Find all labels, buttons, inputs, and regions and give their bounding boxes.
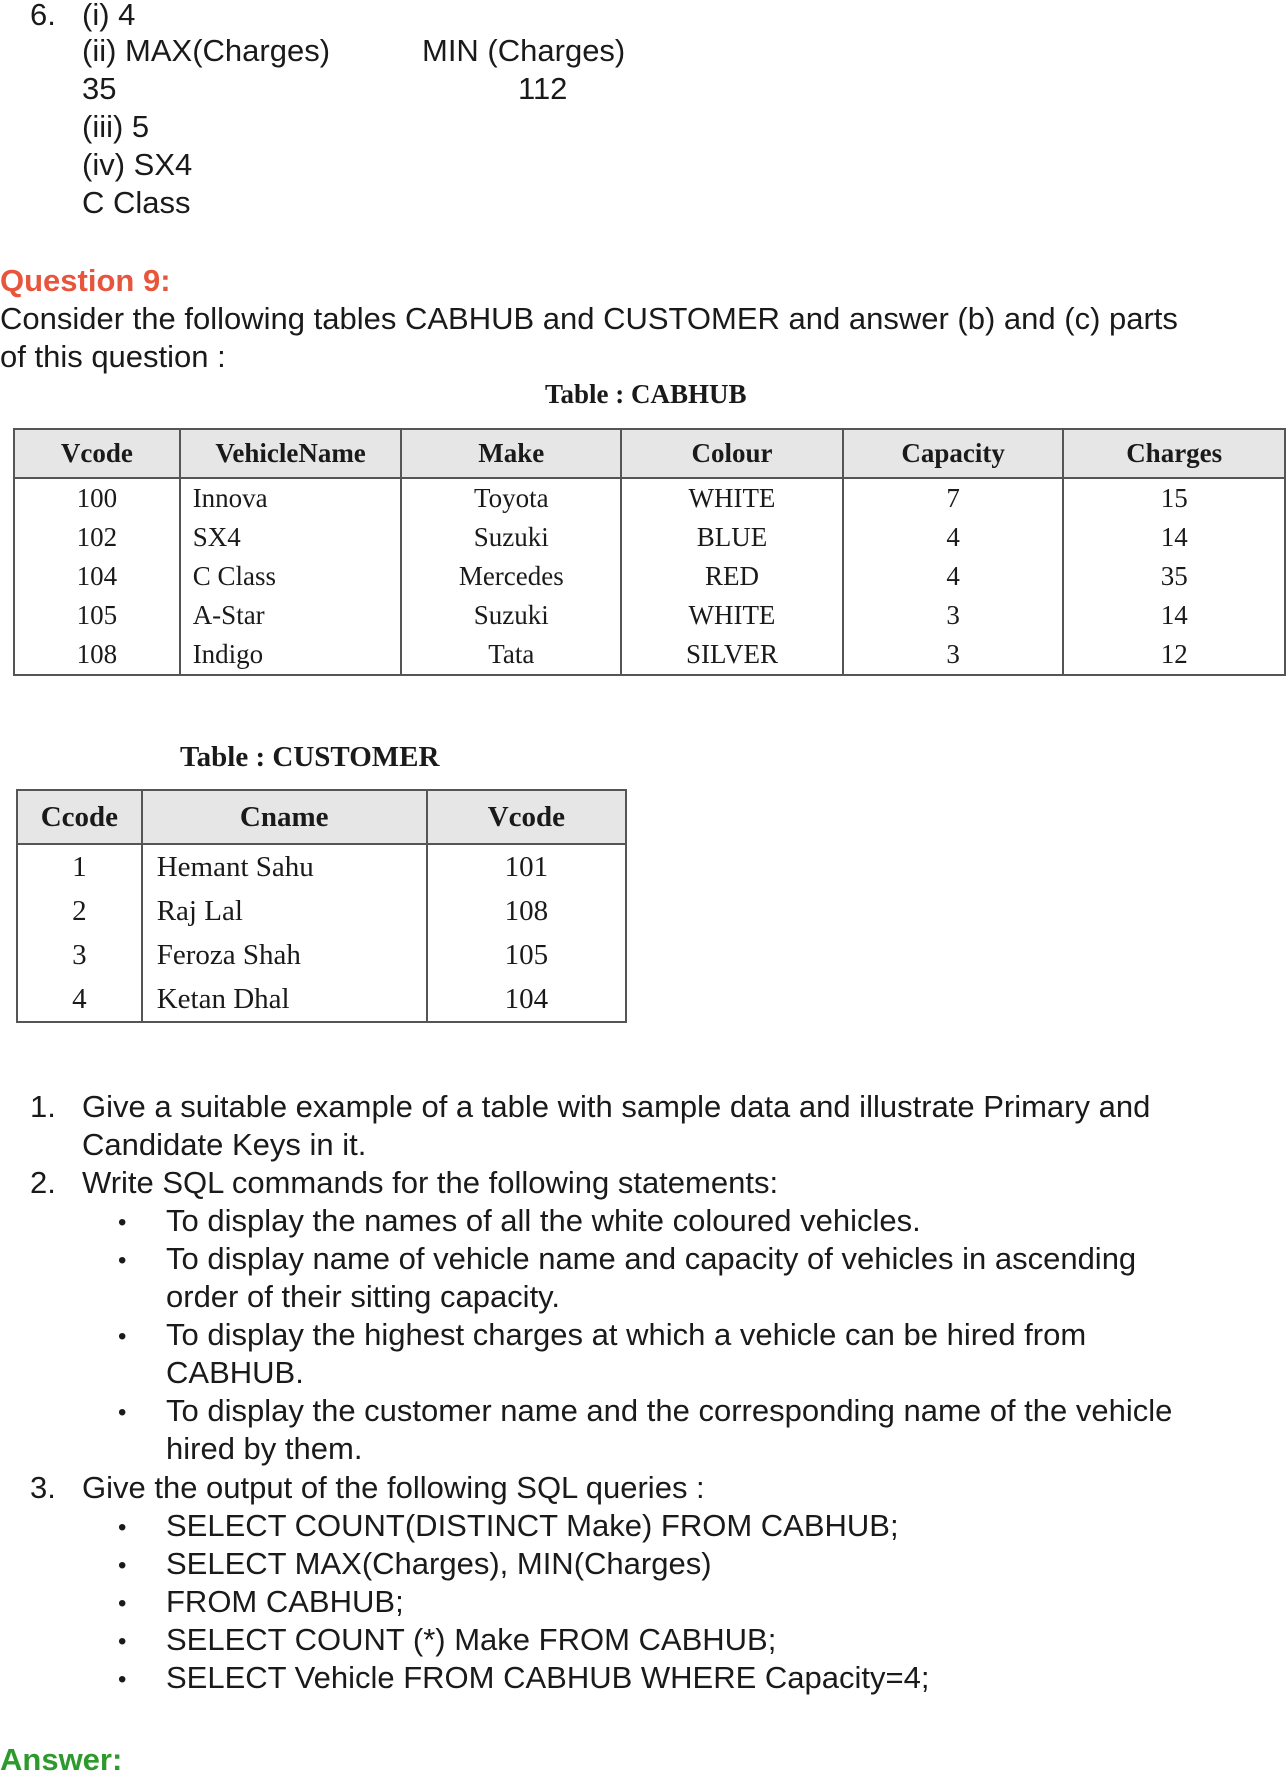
column-header: Vcode [14,429,180,478]
question-intro-cont: of this question : [0,339,226,374]
column-header: VehicleName [180,429,402,478]
table-cell: 100 [14,478,180,518]
list-item: SELECT MAX(Charges), MIN(Charges) [166,1546,712,1581]
customer-table [16,789,627,1023]
column-header: Make [401,429,621,478]
table-cell: 105 [14,596,180,635]
table-cell: 101 [427,844,626,889]
table-row [14,635,1285,675]
column-header: Ccode [17,790,142,844]
column-header: Vcode [427,790,626,844]
list-item: Give the output of the following SQL queries : [82,1470,705,1505]
table-cell: BLUE [621,518,843,557]
table-cell: Raj Lal [142,889,427,933]
item-number: 6. [30,0,56,32]
bullet-icon: • [118,1628,127,1655]
table-cell: Tata [401,635,621,675]
table-cell: 3 [17,933,142,977]
list-item: SELECT COUNT (*) Make FROM CABHUB; [166,1622,777,1657]
bullet-icon: • [118,1590,127,1617]
list-item: To display name of vehicle name and capacity of vehicles in ascending [166,1241,1137,1276]
table-row [17,889,626,933]
table-cell: 15 [1063,478,1285,518]
column-header: Colour [621,429,843,478]
list-item: To display the customer name and the corresponding name of the vehicle [166,1393,1173,1428]
list-item: order of their sitting capacity. [166,1279,560,1314]
table-cell: C Class [180,557,402,596]
table-cell: A-Star [180,596,402,635]
column-header: Cname [142,790,427,844]
item-number: 2. [30,1165,56,1200]
table-cell: 108 [14,635,180,675]
table-cell: Feroza Shah [142,933,427,977]
answer-line: (ii) MAX(Charges) [82,33,331,68]
table-cell: Suzuki [401,596,621,635]
answer-line: (iii) 5 [82,109,150,144]
table-row [14,557,1285,596]
table-cell: 102 [14,518,180,557]
table-cell: Hemant Sahu [142,844,427,889]
table-cell: 35 [1063,557,1285,596]
column-header: Capacity [843,429,1064,478]
cabhub-table [13,428,1286,676]
list-item: SELECT COUNT(DISTINCT Make) FROM CABHUB; [166,1508,899,1543]
item-number: 1. [30,1089,56,1124]
bullet-icon: • [118,1247,127,1274]
list-item: To display the highest charges at which a vehicle can be hired from [166,1317,1087,1352]
table-row [14,596,1285,635]
table-cell: 4 [17,977,142,1022]
list-item: To display the names of all the white coloured vehicles. [166,1203,921,1238]
bullet-icon: • [118,1323,127,1350]
answer-line: 35 [82,71,117,106]
bullet-icon: • [118,1666,127,1693]
table-cell: 4 [843,557,1064,596]
table-cell: RED [621,557,843,596]
answer-line: (iv) SX4 [82,147,193,182]
table-cell: WHITE [621,596,843,635]
table-row [17,977,626,1022]
list-item: CABHUB. [166,1355,304,1390]
table-row [14,518,1285,557]
table-cell: 4 [843,518,1064,557]
list-item: hired by them. [166,1431,363,1466]
list-item: Give a suitable example of a table with sample data and illustrate Primary and [82,1089,1151,1124]
answer-line: MIN (Charges) [422,33,626,68]
table-cell: 104 [14,557,180,596]
question-title: Question 9: [0,263,171,298]
table-cell: Toyota [401,478,621,518]
bullet-icon: • [118,1552,127,1579]
table-cell: 105 [427,933,626,977]
item-number: 3. [30,1470,56,1505]
table-cell: Mercedes [401,557,621,596]
answer-title: Answer: [0,1742,123,1777]
table-cell: 14 [1063,596,1285,635]
table-cell: WHITE [621,478,843,518]
table-header-row [14,429,1285,478]
bullet-icon: • [118,1514,127,1541]
cabhub-caption: Table : CABHUB [545,379,747,409]
table-cell: 104 [427,977,626,1022]
bullet-icon: • [118,1399,127,1426]
table-cell: 14 [1063,518,1285,557]
bullet-icon: • [118,1209,127,1236]
table-cell: Ketan Dhal [142,977,427,1022]
list-item: Write SQL commands for the following statements: [82,1165,779,1200]
table-header-row [17,790,626,844]
table-cell: 3 [843,635,1064,675]
table-cell: 108 [427,889,626,933]
table-cell: 3 [843,596,1064,635]
table-cell: 7 [843,478,1064,518]
table-cell: SILVER [621,635,843,675]
answer-line: 112 [518,71,568,106]
customer-caption: Table : CUSTOMER [180,741,440,773]
table-cell: SX4 [180,518,402,557]
answer-line: (i) 4 [82,0,136,32]
question-intro: Consider the following tables CABHUB and CUSTOMER and answer (b) and (c) parts [0,301,1178,336]
table-row [17,844,626,889]
table-cell: 2 [17,889,142,933]
list-item: SELECT Vehicle FROM CABHUB WHERE Capacity=4; [166,1660,930,1695]
table-cell: 12 [1063,635,1285,675]
column-header: Charges [1063,429,1285,478]
table-cell: Innova [180,478,402,518]
table-cell: 1 [17,844,142,889]
list-item: FROM CABHUB; [166,1584,404,1619]
table-row [17,933,626,977]
answer-line: C Class [82,185,191,220]
table-cell: Indigo [180,635,402,675]
table-cell: Suzuki [401,518,621,557]
list-item: Candidate Keys in it. [82,1127,367,1162]
table-row [14,478,1285,518]
